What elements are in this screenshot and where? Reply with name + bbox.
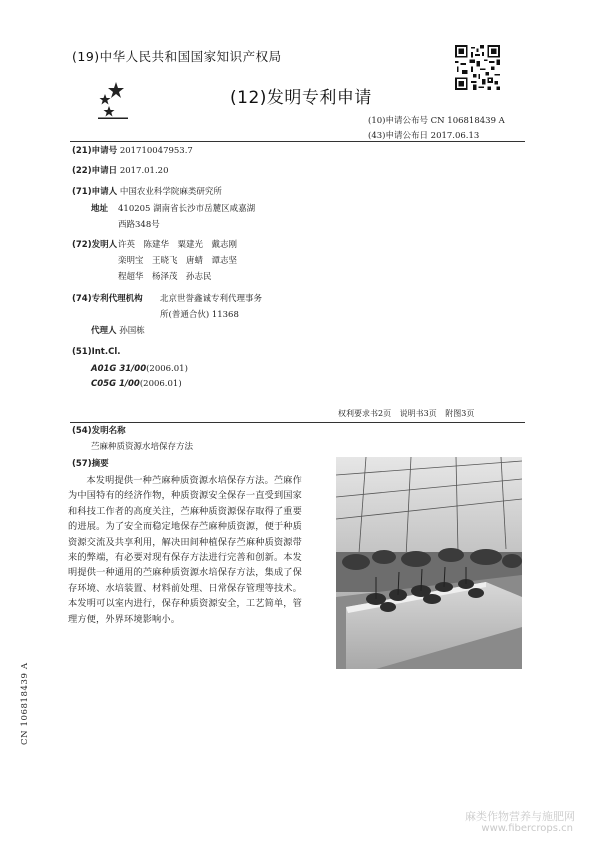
watermark-site-name: 麻类作物营养与施肥网 <box>465 810 575 823</box>
applicant-row <box>72 185 222 201</box>
ipc-class-2-version: (2006.01) <box>139 379 182 389</box>
address-label: 地址 <box>91 204 109 214</box>
agent-row <box>91 324 145 340</box>
invention-title-label: (54)发明名称 <box>72 426 126 436</box>
invention-title: 苎麻种质资源水培保存方法 <box>91 442 194 452</box>
address-line-2: 西路348号 <box>118 220 160 230</box>
abstract-label: (57)摘要 <box>72 459 109 469</box>
agent-label: 代理人 <box>91 326 117 336</box>
ipc-class-2 <box>91 377 182 393</box>
application-date-row <box>72 164 168 180</box>
ipc-label: (51)Int.Cl. <box>72 347 121 357</box>
side-publication-code: CN 106818439 A <box>20 662 30 745</box>
agent-value: 孙国栋 <box>119 326 145 336</box>
qr-code-icon[interactable] <box>455 45 500 90</box>
greenhouse-hydroponic-photo <box>336 457 522 669</box>
pages-divider <box>70 422 525 423</box>
inventors-line-3: 程超华 杨泽茂 孙志民 <box>118 272 212 282</box>
ipc-class-2-code: C05G 1/00 <box>91 379 140 389</box>
header-divider <box>70 141 525 142</box>
publication-date <box>368 129 479 141</box>
cnipa-emblem-icon <box>96 80 130 120</box>
agency-label: (74)专利代理机构 <box>72 294 143 304</box>
ipc-class-1-code: A01G 31/00 <box>91 364 147 374</box>
ipc-class-1 <box>91 362 188 378</box>
inventors-line-1: 许英 陈建华 粟建光 戴志刚 <box>118 240 238 250</box>
publication-date-value: 2017.06.13 <box>430 131 480 141</box>
application-number-value: 201710047953.7 <box>119 146 193 156</box>
address-line-1: 410205 湖南省长沙市岳麓区咸嘉湖 <box>118 204 256 214</box>
application-date-label: (22)申请日 <box>72 166 118 176</box>
ipc-class-1-version: (2006.01) <box>146 364 188 374</box>
publication-number-value: CN 106818439 A <box>430 116 505 126</box>
publication-number <box>368 114 505 126</box>
applicant-value: 中国农业科学院麻类研究所 <box>119 187 222 197</box>
publication-number-label: (10)申请公布号 <box>368 116 428 126</box>
publication-date-label: (43)申请公布日 <box>368 131 428 141</box>
inventors-label: (72)发明人 <box>72 240 118 250</box>
agency-line-1: 北京世誉鑫诚专利代理事务 <box>160 294 263 304</box>
application-number-row <box>72 144 193 160</box>
page-count-info: 权利要求书2页 说明书3页 附图3页 <box>338 409 475 418</box>
applicant-label: (71)申请人 <box>72 187 118 197</box>
application-date-value: 2017.01.20 <box>119 166 169 176</box>
inventors-line-2: 栾明宝 王晓飞 唐蜻 谭志坚 <box>118 256 238 266</box>
watermark-url[interactable]: www.fibercrops.cn <box>481 823 573 834</box>
document-type: (12)发明专利申请 <box>230 88 372 108</box>
agency-line-2: 所(普通合伙) 11368 <box>160 310 239 320</box>
abstract-text: 本发明提供一种苎麻种质资源水培保存方法。苎麻作为中国特有的经济作物，种质资源安全保存一直受到国家和科技工作者的高度关注，苎麻种质资源保存取得了重要的进展。为了安全而稳定地保存苎麻种质资源，便于种质资源交流及共享利用，解决田间种植保存苎麻种质资源带来的弊端，有必要对现有保存方法进行完善和创新。本发明提供一种通用的苎麻种质资源水培保存方法，集成了保存环境、水培装置、材料前处理、日常保存管理等技术。本发明可以室内进行，保存种质资源安全，工艺简单，管理方便，外界环境影响小。 <box>68 475 302 625</box>
office-name: (19)中华人民共和国国家知识产权局 <box>72 49 282 64</box>
application-number-label: (21)申请号 <box>72 146 118 156</box>
